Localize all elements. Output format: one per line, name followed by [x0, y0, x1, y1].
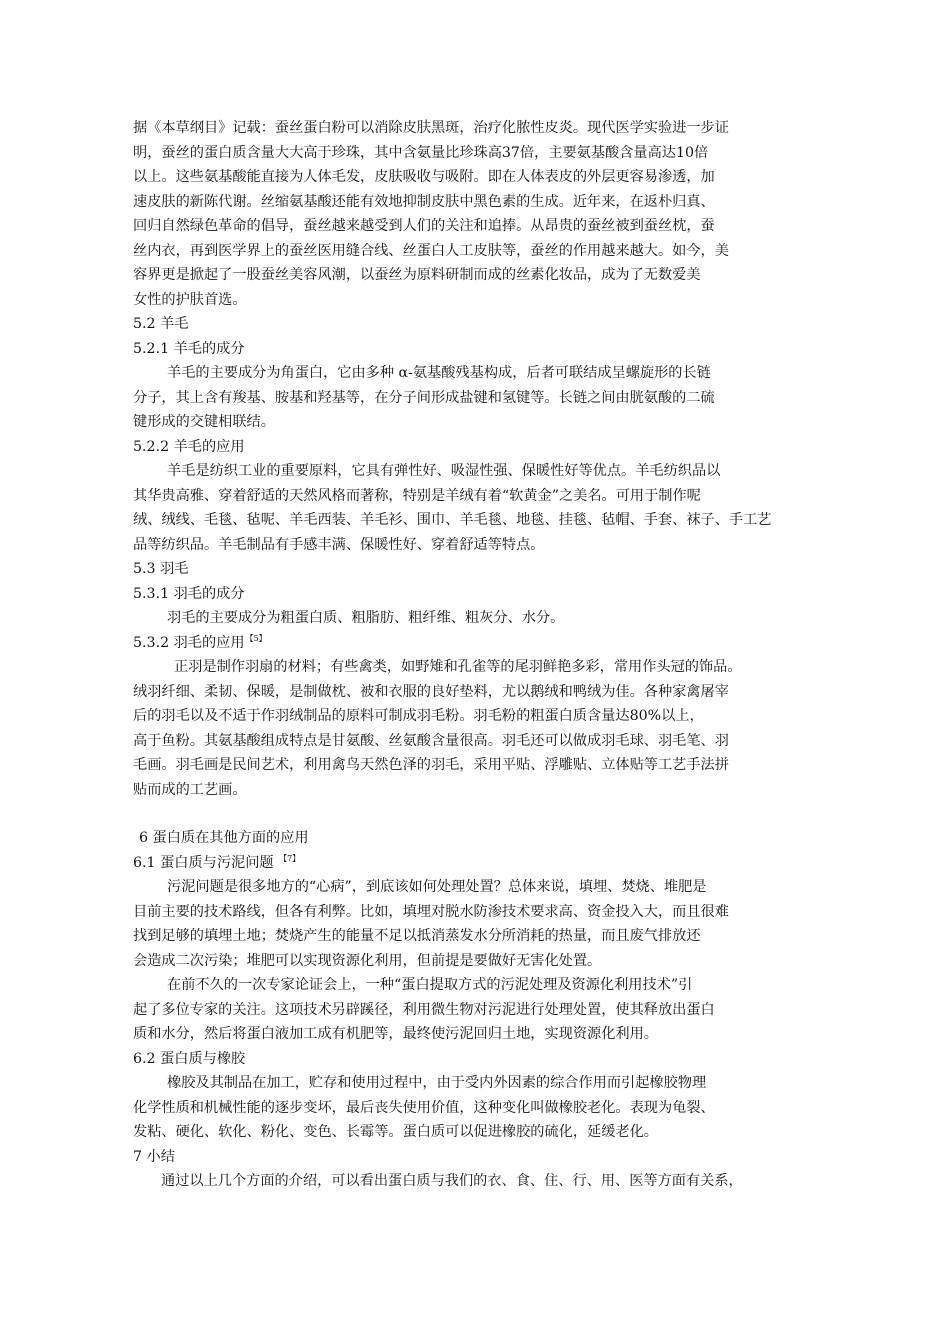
text-line: 后的羽毛以及不适于作羽绒制品的原料可制成羽毛粉。羽毛粉的粗蛋白质含量达80%以上， — [133, 708, 704, 724]
section-heading-6: 6 蛋白质在其他方面的应用 — [139, 830, 309, 846]
section-heading-5-3: 5.3 羽毛 — [133, 561, 189, 577]
paragraph-rubber — [133, 1071, 823, 1145]
text-line: 正羽是制作羽扇的材料；有些禽类，如野雉和孔雀等的尾羽鲜艳多彩，常用作头冠的饰品。 — [174, 659, 742, 675]
text-line: 发粘、硬化、软化、粉化、变色、长霉等。蛋白质可以促进橡胶的硫化，延缓老化。 — [133, 1124, 658, 1140]
text-line: 品等纺织品。羊毛制品有手感丰满、保暖性好、穿着舒适等特点。 — [133, 536, 545, 553]
text-line: 以上。这些氨基酸能直接为人体毛发，皮肤吸收与吸附。即在人体表皮的外层更容易渗透，加 — [133, 169, 715, 185]
paragraph-sludge-problem — [133, 875, 823, 973]
text-line: 会造成二次污染；堆肥可以实现资源化利用，但前提是要做好无害化处置。 — [133, 952, 602, 969]
paragraph-feather-application — [133, 655, 823, 802]
text-line: 橡胶及其制品在加工，贮存和使用过程中，由于受内外因素的综合作用而引起橡胶物理 — [167, 1075, 707, 1091]
blank-line — [133, 802, 823, 826]
paragraph-wool-application — [133, 459, 823, 557]
paragraph-summary: 通过以上几个方面的介绍，可以看出蛋白质与我们的衣、食、住、行、用、医等方面有关系， — [161, 1173, 743, 1189]
text-line: 污泥问题是很多地方的“心病”，到底该如何处理处置？总体来说，填埋、焚烧、堆肥是 — [167, 879, 707, 895]
text-line: 起了多位专家的关注。这项技术另辟蹊径，利用微生物对污泥进行处理处置，使其释放出蛋白 — [133, 1001, 715, 1018]
text-line: 找到足够的填埋土地；焚烧产生的能量不足以抵消蒸发水分所消耗的热量，而且废气排放还 — [133, 928, 701, 944]
text-line: 据《本草纲目》记载：蚕丝蛋白粉可以消除皮肤黑斑，治疗化脓性皮炎。现代医学实验进一步证 — [133, 120, 729, 136]
section-heading-5-2-2: 5.2.2 羊毛的应用 — [133, 438, 245, 455]
paragraph-feather-composition: 羽毛的主要成分为粗蛋白质、粗脂肪、粗纤维、粗灰分、水分。 — [167, 610, 565, 626]
section-heading-6-1 — [133, 851, 823, 876]
text-line: 女性的护肤首选。 — [133, 291, 247, 308]
citation-ref: 【5】 — [245, 633, 267, 643]
section-heading-5-3-2 — [133, 631, 823, 656]
citation-ref: 【7】 — [279, 853, 301, 863]
section-heading-6-2: 6.2 蛋白质与橡胶 — [133, 1050, 246, 1067]
text-line: 羊毛的主要成分为角蛋白，它由多种 α-氨基酸残基构成，后者可联结成呈螺旋形的长链 — [167, 365, 711, 381]
text-line: 键形成的交键相联结。 — [133, 414, 275, 430]
text-line: 回归自然绿色革命的倡导，蚕丝越来越受到人们的关注和追捧。从昂贵的蚕丝被到蚕丝枕，蚕 — [133, 218, 715, 234]
text-line: 明，蚕丝的蛋白质含量大大高于珍珠，其中含氨量比珍珠高37倍，主要氨基酸含量高达10倍 — [133, 144, 709, 161]
text-line: 贴而成的工艺画。 — [133, 781, 247, 798]
text-line: 丝内衣，再到医学界上的蚕丝医用缝合线、丝蛋白人工皮肤等，蚕丝的作用越来越大。如今，美 — [133, 242, 729, 259]
text-line: 绒、绒线、毛毯、毡呢、羊毛西装、羊毛衫、围巾、羊毛毯、地毯、挂毯、毡帽、手套、袜子、手工艺 — [133, 512, 772, 528]
section-heading-5-3-1: 5.3.1 羽毛的成分 — [133, 585, 245, 602]
text-line: 目前主要的技术路线，但各有利弊。比如，填埋对脱水防渗技术要求高、资金投入大，而且很难 — [133, 903, 729, 920]
paragraph-sludge-technology — [133, 973, 823, 1047]
section-heading-5-2-1: 5.2.1 羊毛的成分 — [133, 340, 245, 357]
text-line: 化学性质和机械性能的逐步变坏，最后丧失使用价值，这种变化叫做橡胶老化。表现为龟裂、 — [133, 1099, 715, 1116]
text-line: 质和水分，然后将蛋白液加工成有机肥等，最终使污泥回归土地，实现资源化利用。 — [133, 1026, 658, 1042]
text-line: 速皮肤的新陈代谢。丝缩氨基酸还能有效地抑制皮肤中黑色素的生成。近年来，在返朴归真、 — [133, 193, 715, 210]
text-line: 绒羽纤细、柔韧、保暖，是制做枕、被和衣服的良好垫料，尤以鹅绒和鸭绒为佳。各种家禽屠宰 — [133, 683, 729, 700]
text-line: 高于鱼粉。其氨基酸组成特点是甘氨酸、丝氨酸含量很高。羽毛还可以做成羽毛球、羽毛笔、羽 — [133, 732, 729, 749]
text-line: 容界更是掀起了一股蚕丝美容风潮，以蚕丝为原料研制而成的丝素化妆品，成为了无数爱美 — [133, 267, 701, 283]
paragraph-silk-cosmetics — [133, 116, 823, 312]
text-line: 在前不久的一次专家论证会上，一种“蛋白提取方式的污泥处理及资源化利用技术”引 — [167, 977, 693, 993]
section-heading-7: 7 小结 — [133, 1148, 175, 1165]
heading-text: 6.1 蛋白质与污泥问题 — [133, 854, 274, 871]
section-heading-5-2: 5.2 羊毛 — [133, 316, 189, 332]
text-line: 分子，其上含有羧基、胺基和羟基等，在分子间形成盐键和氢键等。长链之间由胱氨酸的二硫 — [133, 389, 715, 406]
text-line: 羊毛是纺织工业的重要原料，它具有弹性好、吸湿性强、保暖性好等优点。羊毛纺织品以 — [167, 463, 721, 479]
text-line: 其华贵高雅、穿着舒适的天然风格而著称，特别是羊绒有着“软黄金”之美名。可用于制作呢 — [133, 487, 701, 504]
paragraph-wool-composition — [133, 361, 823, 435]
text-line: 毛画。羽毛画是民间艺术，利用禽鸟天然色泽的羽毛，采用平贴、浮雕贴、立体贴等工艺手法拼 — [133, 757, 729, 773]
document-page — [133, 116, 823, 1194]
heading-text: 5.3.2 羽毛的应用 — [133, 634, 245, 651]
